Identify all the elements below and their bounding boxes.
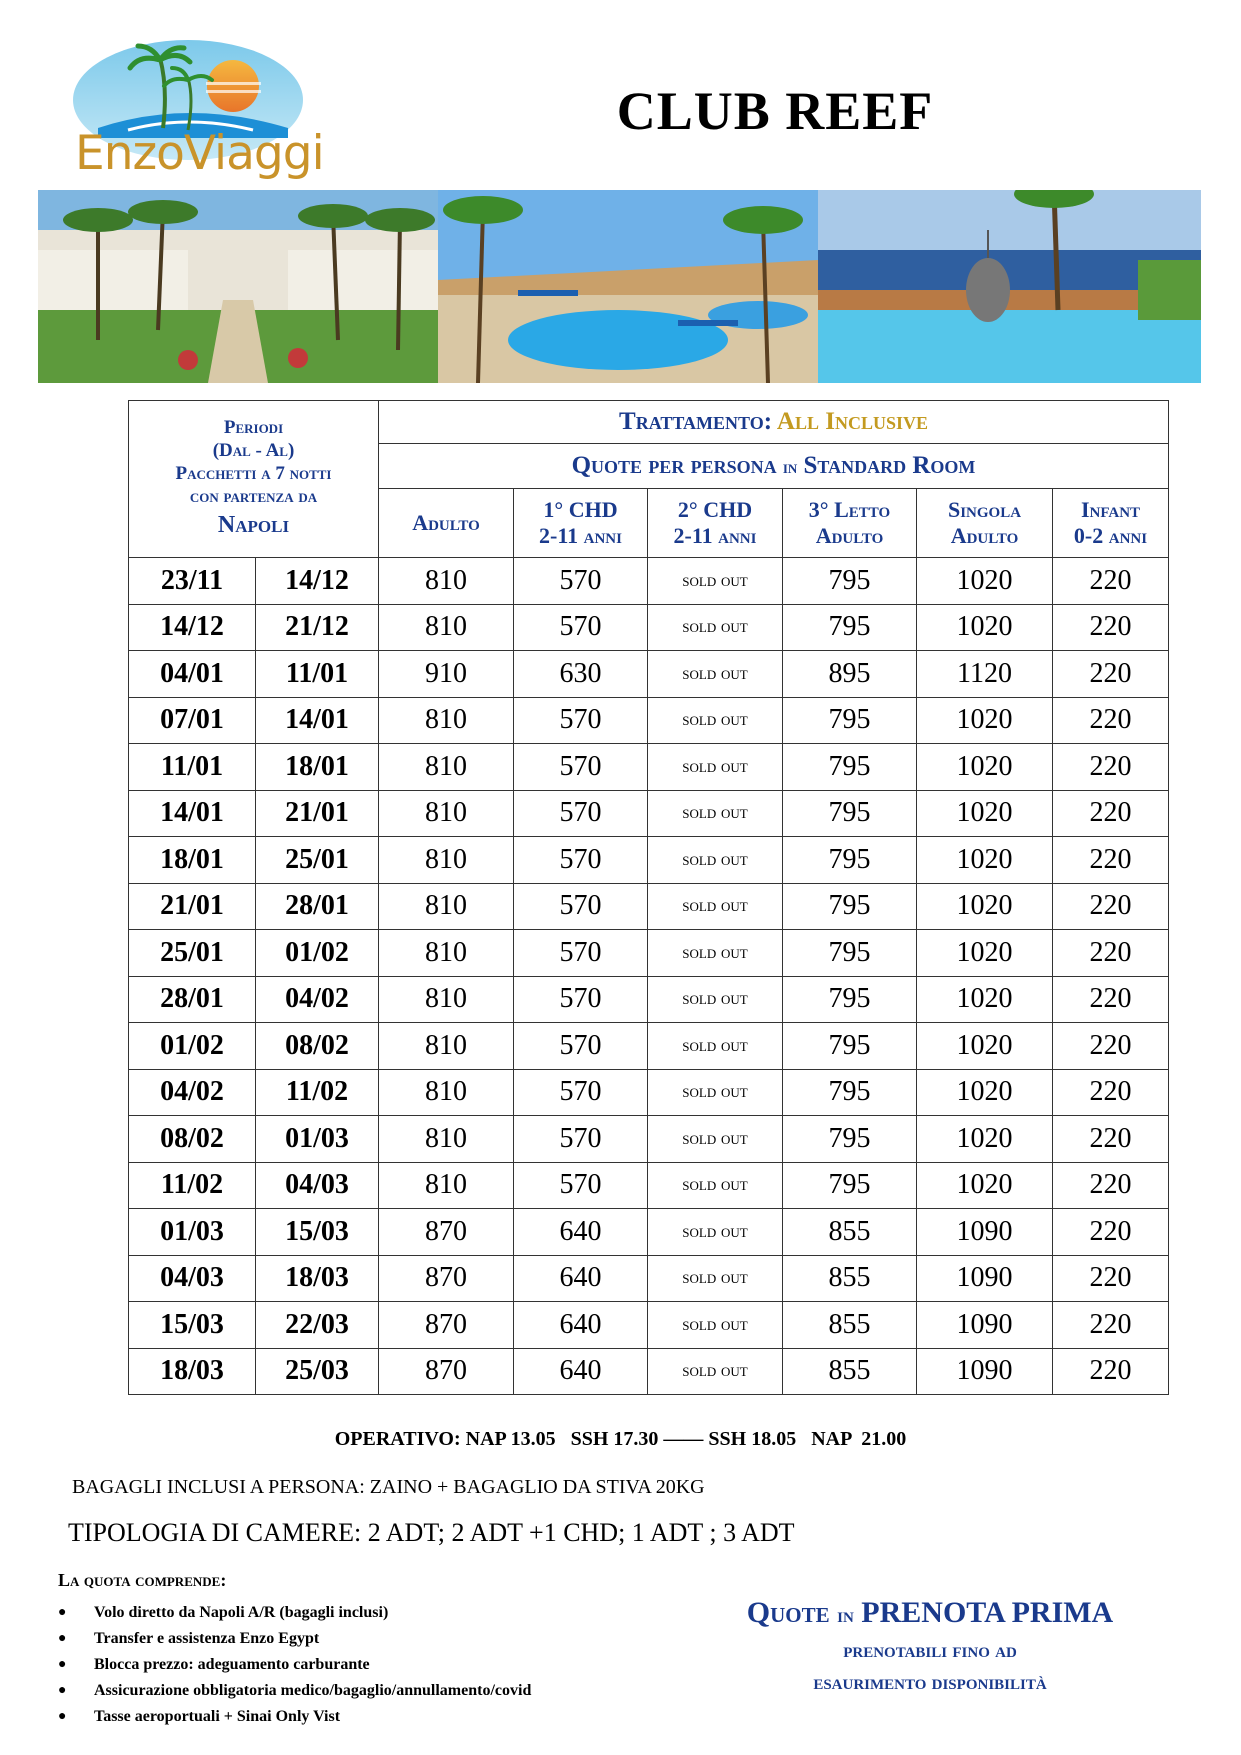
- col-header-line: Adulto: [412, 510, 480, 535]
- list-item: [58, 1600, 531, 1626]
- date-from-cell: 28/01: [129, 976, 256, 1023]
- date-to-cell: 21/01: [256, 790, 379, 837]
- infant-price-cell: 220: [1053, 1162, 1169, 1209]
- chd2-price-cell: sold out: [648, 1348, 783, 1395]
- promo-line-2: prenotabili fino ad: [843, 1638, 1017, 1662]
- pool-area-photo: [438, 190, 818, 383]
- col-header-line: 3° Letto: [808, 497, 891, 522]
- chd2-price-cell: sold out: [648, 1302, 783, 1349]
- chd1-price-cell: 640: [514, 1209, 648, 1256]
- table-row: [129, 744, 1169, 791]
- quote-label-in: in: [782, 457, 798, 478]
- date-to-cell: 14/01: [256, 697, 379, 744]
- chd2-price-cell: sold out: [648, 1209, 783, 1256]
- col-header-line: Adulto: [815, 523, 884, 548]
- bullet-icon: ●: [58, 1657, 67, 1672]
- date-from-cell: 14/12: [129, 604, 256, 651]
- chd1-price-cell: 570: [514, 744, 648, 791]
- table-row: [129, 1023, 1169, 1070]
- baggage-info: BAGAGLI INCLUSI A PERSONA: ZAINO + BAGAGLIO DA STIVA 20KG: [72, 1476, 705, 1498]
- infant-price-cell: 220: [1053, 883, 1169, 930]
- date-from-cell: 08/02: [129, 1116, 256, 1163]
- letto3-price-cell: 795: [783, 1069, 917, 1116]
- list-item-text: Tasse aeroportuali + Sinai Only Vist: [94, 1708, 341, 1725]
- letto3-price-cell: 795: [783, 1023, 917, 1070]
- table-row: [129, 1209, 1169, 1256]
- col-header-letto3: [783, 489, 917, 558]
- includes-list: [58, 1600, 531, 1730]
- adulto-price-cell: 870: [379, 1255, 514, 1302]
- adulto-price-cell: 810: [379, 790, 514, 837]
- chd1-price-cell: 570: [514, 604, 648, 651]
- singola-price-cell: 1090: [917, 1209, 1053, 1256]
- adulto-price-cell: 870: [379, 1209, 514, 1256]
- includes-title: La quota comprende:: [58, 1570, 227, 1590]
- date-from-cell: 11/01: [129, 744, 256, 791]
- letto3-price-cell: 795: [783, 1162, 917, 1209]
- adulto-price-cell: 810: [379, 558, 514, 605]
- date-to-cell: 15/03: [256, 1209, 379, 1256]
- pool-swing-chair-photo: [818, 190, 1201, 383]
- logo-wordmark: [75, 126, 324, 181]
- singola-price-cell: 1090: [917, 1302, 1053, 1349]
- infant-price-cell: 220: [1053, 930, 1169, 977]
- singola-price-cell: 1020: [917, 558, 1053, 605]
- date-from-cell: 25/01: [129, 930, 256, 977]
- flight-schedule: OPERATIVO: NAP 13.05 SSH 17.30 —— SSH 18.05 NAP 21.00: [334, 1428, 907, 1450]
- date-from-cell: 21/01: [129, 883, 256, 930]
- chd1-price-cell: 630: [514, 651, 648, 698]
- infant-price-cell: 220: [1053, 976, 1169, 1023]
- logo: [38, 38, 338, 184]
- singola-price-cell: 1020: [917, 883, 1053, 930]
- letto3-price-cell: 795: [783, 790, 917, 837]
- adulto-price-cell: 810: [379, 604, 514, 651]
- list-item: [58, 1652, 531, 1678]
- chd2-price-cell: sold out: [648, 976, 783, 1023]
- chd1-price-cell: 570: [514, 930, 648, 977]
- date-to-cell: 04/02: [256, 976, 379, 1023]
- bullet-icon: ●: [58, 1631, 67, 1646]
- periodi-line: (Dal - Al): [212, 440, 295, 461]
- letto3-price-cell: 795: [783, 930, 917, 977]
- infant-price-cell: 220: [1053, 1069, 1169, 1116]
- letto3-price-cell: 855: [783, 1255, 917, 1302]
- singola-price-cell: 1120: [917, 651, 1053, 698]
- infant-price-cell: 220: [1053, 1116, 1169, 1163]
- adulto-price-cell: 810: [379, 930, 514, 977]
- promo-box: [690, 1594, 1170, 1698]
- chd2-price-cell: sold out: [648, 837, 783, 884]
- date-to-cell: 22/03: [256, 1302, 379, 1349]
- chd2-price-cell: sold out: [648, 1023, 783, 1070]
- letto3-price-cell: 855: [783, 1209, 917, 1256]
- chd1-price-cell: 570: [514, 976, 648, 1023]
- singola-price-cell: 1020: [917, 790, 1053, 837]
- chd1-price-cell: 570: [514, 790, 648, 837]
- list-item-text: Assicurazione obbligatoria medico/bagaglio/annullamento/covid: [94, 1682, 532, 1699]
- letto3-price-cell: 795: [783, 976, 917, 1023]
- promo-line-3: esaurimento disponibilità: [813, 1670, 1047, 1694]
- date-to-cell: 25/03: [256, 1348, 379, 1395]
- singola-price-cell: 1020: [917, 1023, 1053, 1070]
- logo-text-enzo: Enzo: [75, 126, 184, 181]
- infant-price-cell: 220: [1053, 1023, 1169, 1070]
- infant-price-cell: 220: [1053, 1255, 1169, 1302]
- chd1-price-cell: 570: [514, 1162, 648, 1209]
- chd2-price-cell: sold out: [648, 558, 783, 605]
- date-from-cell: 04/02: [129, 1069, 256, 1116]
- date-to-cell: 18/03: [256, 1255, 379, 1302]
- promo-line-1: [690, 1594, 1170, 1634]
- singola-price-cell: 1020: [917, 697, 1053, 744]
- bullet-icon: ●: [58, 1683, 67, 1698]
- infant-price-cell: 220: [1053, 604, 1169, 651]
- promo-in: in: [837, 1602, 854, 1627]
- letto3-price-cell: 795: [783, 883, 917, 930]
- room-types: TIPOLOGIA DI CAMERE: 2 ADT; 2 ADT +1 CHD; 1 ADT ; 3 ADT: [68, 1518, 795, 1547]
- trattamento-label: Trattamento:: [619, 408, 773, 435]
- photo-strip: [38, 190, 1201, 383]
- letto3-price-cell: 795: [783, 604, 917, 651]
- list-item: [58, 1678, 531, 1704]
- chd2-price-cell: sold out: [648, 883, 783, 930]
- singola-price-cell: 1020: [917, 604, 1053, 651]
- table-row: [129, 1069, 1169, 1116]
- date-from-cell: 07/01: [129, 697, 256, 744]
- date-to-cell: 28/01: [256, 883, 379, 930]
- periodi-line: Napoli: [217, 512, 290, 538]
- letto3-price-cell: 795: [783, 1116, 917, 1163]
- adulto-price-cell: 910: [379, 651, 514, 698]
- singola-price-cell: 1020: [917, 1069, 1053, 1116]
- date-to-cell: 14/12: [256, 558, 379, 605]
- col-header-chd2: [648, 489, 783, 558]
- price-table: [128, 400, 1169, 1395]
- table-row: [129, 1116, 1169, 1163]
- adulto-price-cell: 810: [379, 1162, 514, 1209]
- chd1-price-cell: 640: [514, 1255, 648, 1302]
- chd2-price-cell: sold out: [648, 604, 783, 651]
- date-from-cell: 11/02: [129, 1162, 256, 1209]
- chd2-price-cell: sold out: [648, 651, 783, 698]
- col-header-line: 1° CHD: [543, 497, 618, 522]
- singola-price-cell: 1020: [917, 1116, 1053, 1163]
- chd2-price-cell: sold out: [648, 697, 783, 744]
- bullet-icon: ●: [58, 1605, 67, 1620]
- chd1-price-cell: 570: [514, 883, 648, 930]
- periodi-line: con partenza da: [189, 486, 318, 507]
- page-title: CLUB REEF: [616, 81, 934, 141]
- promo-prenota-prima: PRENOTA PRIMA: [861, 1596, 1114, 1629]
- hotel-garden-photo: [38, 190, 438, 383]
- col-header-infant: [1053, 489, 1169, 558]
- table-row: [129, 976, 1169, 1023]
- quote-label-room: Standard Room: [803, 452, 976, 479]
- adulto-price-cell: 870: [379, 1348, 514, 1395]
- singola-price-cell: 1020: [917, 930, 1053, 977]
- letto3-price-cell: 795: [783, 558, 917, 605]
- chd1-price-cell: 640: [514, 1348, 648, 1395]
- letto3-price-cell: 795: [783, 744, 917, 791]
- promo-quote: Quote: [746, 1596, 830, 1629]
- col-header-chd1: [514, 489, 648, 558]
- list-item-text: Volo diretto da Napoli A/R (bagagli inclusi): [94, 1604, 389, 1621]
- chd2-price-cell: sold out: [648, 1069, 783, 1116]
- col-header-adulto: [379, 489, 514, 558]
- col-header-singola: [917, 489, 1053, 558]
- table-row: [129, 1255, 1169, 1302]
- col-header-line: 2° CHD: [677, 497, 753, 522]
- adulto-price-cell: 810: [379, 837, 514, 884]
- date-to-cell: 11/01: [256, 651, 379, 698]
- chd1-price-cell: 640: [514, 1302, 648, 1349]
- infant-price-cell: 220: [1053, 697, 1169, 744]
- date-from-cell: 18/01: [129, 837, 256, 884]
- infant-price-cell: 220: [1053, 1302, 1169, 1349]
- adulto-price-cell: 810: [379, 1116, 514, 1163]
- chd1-price-cell: 570: [514, 697, 648, 744]
- chd2-price-cell: sold out: [648, 930, 783, 977]
- adulto-price-cell: 870: [379, 1302, 514, 1349]
- singola-price-cell: 1090: [917, 1255, 1053, 1302]
- trattamento-header: [379, 401, 1169, 444]
- quote-label: Quote per persona: [571, 452, 777, 479]
- table-row: [129, 883, 1169, 930]
- chd1-price-cell: 570: [514, 1023, 648, 1070]
- singola-price-cell: 1090: [917, 1348, 1053, 1395]
- table-row: [129, 697, 1169, 744]
- letto3-price-cell: 895: [783, 651, 917, 698]
- date-from-cell: 23/11: [129, 558, 256, 605]
- adulto-price-cell: 810: [379, 976, 514, 1023]
- chd1-price-cell: 570: [514, 1116, 648, 1163]
- infant-price-cell: 220: [1053, 744, 1169, 791]
- date-to-cell: 25/01: [256, 837, 379, 884]
- table-row: [129, 1348, 1169, 1395]
- letto3-price-cell: 855: [783, 1348, 917, 1395]
- letto3-price-cell: 855: [783, 1302, 917, 1349]
- date-from-cell: 14/01: [129, 790, 256, 837]
- chd2-price-cell: sold out: [648, 1162, 783, 1209]
- chd1-price-cell: 570: [514, 837, 648, 884]
- date-from-cell: 01/03: [129, 1209, 256, 1256]
- date-to-cell: 11/02: [256, 1069, 379, 1116]
- quote-header: [379, 444, 1169, 489]
- date-from-cell: 18/03: [129, 1348, 256, 1395]
- infant-price-cell: 220: [1053, 558, 1169, 605]
- adulto-price-cell: 810: [379, 883, 514, 930]
- letto3-price-cell: 795: [783, 697, 917, 744]
- table-row: [129, 790, 1169, 837]
- date-to-cell: 21/12: [256, 604, 379, 651]
- date-to-cell: 08/02: [256, 1023, 379, 1070]
- periodi-line: Periodi: [223, 417, 284, 438]
- singola-price-cell: 1020: [917, 837, 1053, 884]
- col-header-line: 0-2 anni: [1073, 523, 1148, 548]
- periodi-line: Pacchetti a 7 notti: [175, 463, 332, 484]
- date-from-cell: 04/03: [129, 1255, 256, 1302]
- date-to-cell: 18/01: [256, 744, 379, 791]
- chd2-price-cell: sold out: [648, 744, 783, 791]
- singola-price-cell: 1020: [917, 744, 1053, 791]
- adulto-price-cell: 810: [379, 1069, 514, 1116]
- chd1-price-cell: 570: [514, 1069, 648, 1116]
- table-row: [129, 1302, 1169, 1349]
- col-header-line: Singola: [947, 497, 1022, 522]
- infant-price-cell: 220: [1053, 651, 1169, 698]
- table-row: [129, 837, 1169, 884]
- col-header-line: Infant: [1080, 497, 1141, 522]
- logo-text-viaggi: Viaggi: [183, 126, 324, 181]
- date-from-cell: 04/01: [129, 651, 256, 698]
- chd2-price-cell: sold out: [648, 790, 783, 837]
- list-item: [58, 1626, 531, 1652]
- adulto-price-cell: 810: [379, 697, 514, 744]
- letto3-price-cell: 795: [783, 837, 917, 884]
- periodi-header: [129, 401, 379, 558]
- chd2-price-cell: sold out: [648, 1116, 783, 1163]
- table-row: [129, 604, 1169, 651]
- singola-price-cell: 1020: [917, 976, 1053, 1023]
- bullet-icon: ●: [58, 1709, 67, 1724]
- infant-price-cell: 220: [1053, 790, 1169, 837]
- infant-price-cell: 220: [1053, 1209, 1169, 1256]
- adulto-price-cell: 810: [379, 1023, 514, 1070]
- date-from-cell: 01/02: [129, 1023, 256, 1070]
- table-row: [129, 651, 1169, 698]
- infant-price-cell: 220: [1053, 837, 1169, 884]
- list-item-text: Transfer e assistenza Enzo Egypt: [94, 1630, 320, 1647]
- date-to-cell: 04/03: [256, 1162, 379, 1209]
- col-header-line: 2-11 anni: [539, 523, 622, 548]
- adulto-price-cell: 810: [379, 744, 514, 791]
- list-item-text: Blocca prezzo: adeguamento carburante: [94, 1656, 370, 1673]
- singola-price-cell: 1020: [917, 1162, 1053, 1209]
- trattamento-value: All Inclusive: [776, 408, 928, 435]
- col-header-line: Adulto: [950, 523, 1019, 548]
- date-to-cell: 01/02: [256, 930, 379, 977]
- chd1-price-cell: 570: [514, 558, 648, 605]
- date-from-cell: 15/03: [129, 1302, 256, 1349]
- chd2-price-cell: sold out: [648, 1255, 783, 1302]
- date-to-cell: 01/03: [256, 1116, 379, 1163]
- list-item: [58, 1704, 531, 1730]
- table-row: [129, 1162, 1169, 1209]
- col-header-line: 2-11 anni: [673, 523, 757, 548]
- infant-price-cell: 220: [1053, 1348, 1169, 1395]
- table-row: [129, 558, 1169, 605]
- table-row: [129, 930, 1169, 977]
